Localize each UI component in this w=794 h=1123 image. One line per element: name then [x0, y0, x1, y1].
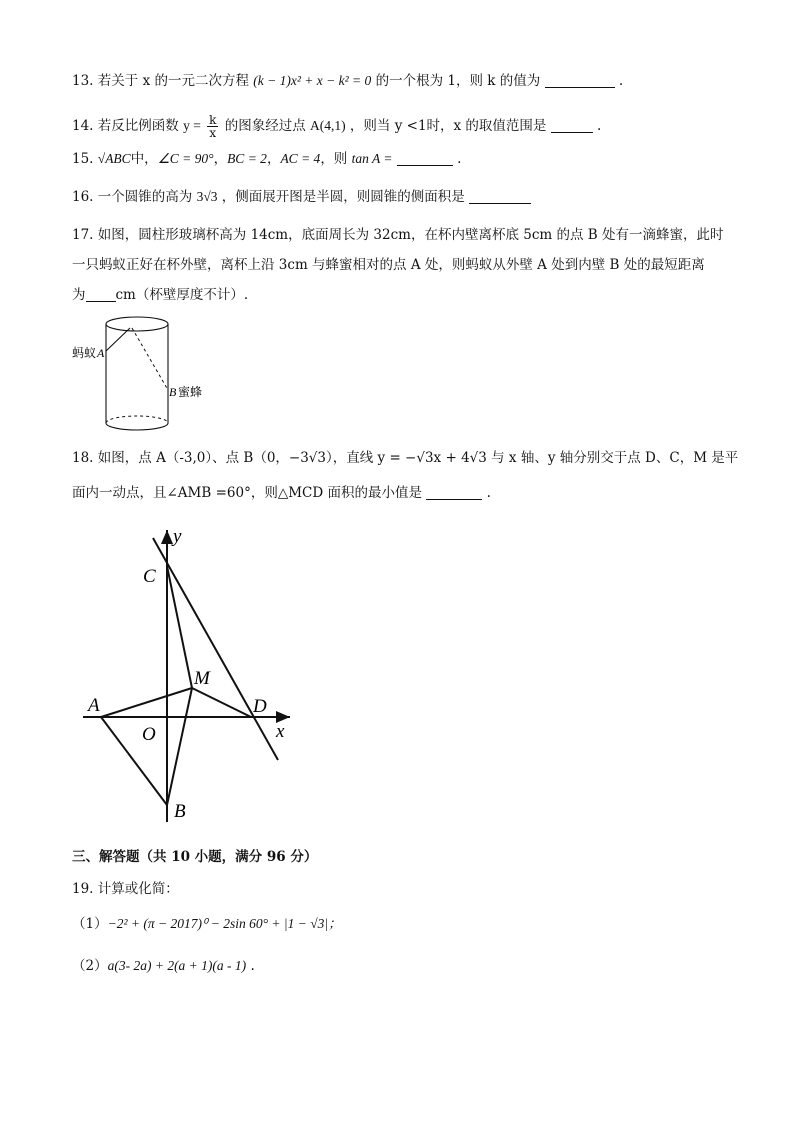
q15-text1: 中，	[130, 151, 158, 167]
q15-sep1: ，	[213, 151, 228, 167]
question-18-line1	[72, 449, 738, 467]
line-cd	[153, 538, 278, 760]
label-a: A	[97, 346, 105, 360]
question-17-line3	[72, 286, 248, 304]
question-18-line2	[72, 484, 491, 502]
q16-text-after: ，侧面展开图是半圆，则圆锥的侧面积是	[221, 189, 465, 205]
q17-line3-after: cm（杯壁厚度不计）.	[115, 287, 249, 303]
q19-part1-label: （1）	[72, 916, 108, 932]
q15-cond1: ∠C = 90°	[157, 151, 214, 166]
q19-part2-label: （2）	[72, 958, 108, 974]
q16-answer-blank	[469, 189, 531, 204]
section-3-heading: 三、解答题（共 10 小题，满分 96 分）	[72, 849, 318, 865]
cylinder-figure	[60, 310, 220, 438]
q19-part1-expr: −2² + (π − 2017)⁰ − 2sin 60° + |1 − √3|；	[107, 916, 342, 931]
q13-tail: .	[618, 73, 624, 89]
q15-text2: ，则	[320, 151, 348, 167]
question-15	[72, 150, 461, 168]
q14-text-after: ，则当 y <1时，x 的取值范围是	[349, 118, 547, 134]
q19-part2-tail: .	[250, 958, 255, 974]
label-y: y	[173, 526, 182, 547]
q17-line1: 如图，圆柱形玻璃杯高为 14cm，底面周长为 32cm，在杯内壁离杯底 5cm 的点 B 处有一滴蜂蜜，此时	[97, 227, 724, 243]
q17-line2: 一只蚂蚁正好在杯外壁，离杯上沿 3cm 与蜂蜜相对的点 A 处，则蚂蚁从外壁 A 处到内壁 B 处的最短距离	[72, 257, 705, 273]
q14-frac-den: x	[209, 126, 217, 140]
q16-number: 16.	[72, 189, 94, 205]
label-a: A	[88, 695, 100, 716]
question-19-part2	[72, 957, 255, 975]
q18-line2-after: .	[486, 485, 491, 501]
label-c: C	[143, 566, 156, 587]
q16-text-before: 一个圆锥的高为	[97, 189, 193, 205]
q14-point: A(4,1)	[310, 118, 346, 133]
q14-text-mid: 的图象经过点	[224, 118, 306, 134]
segment-mb	[167, 688, 192, 805]
q13-answer-blank	[545, 73, 615, 88]
q17-answer-blank	[86, 287, 116, 302]
question-16	[72, 188, 531, 206]
q18-answer-blank	[426, 485, 482, 500]
q13-equation: (k − 1)x² + x − k² = 0	[253, 73, 372, 88]
cylinder-top-rim	[106, 317, 168, 331]
question-19-part1	[72, 915, 342, 933]
q14-tail: .	[597, 118, 602, 134]
q15-tail: .	[457, 151, 462, 167]
q16-height: 3√3	[196, 189, 218, 204]
label-b: B	[174, 801, 186, 822]
q19-part2-expr: a(3- 2a) + 2(a + 1)(a - 1)	[107, 958, 247, 973]
q14-fraction	[207, 114, 218, 139]
q14-text-before: 若反比例函数	[97, 118, 179, 134]
q15-sep2: ，	[266, 151, 281, 167]
label-b: B	[169, 385, 177, 399]
question-17-line2	[72, 256, 705, 274]
q17-number: 17.	[72, 227, 94, 243]
label-o: O	[142, 724, 156, 745]
label-x: x	[276, 721, 285, 742]
label-m: M	[194, 668, 210, 689]
question-19	[72, 880, 179, 898]
segment-ab	[101, 717, 167, 805]
q17-line3-before: 为	[72, 287, 86, 303]
q14-frac-num: k	[209, 113, 217, 127]
q13-text-before: 若关于 x 的一元二次方程	[97, 73, 249, 89]
q15-answer-blank	[397, 151, 453, 166]
q18-number: 18.	[72, 450, 94, 466]
cylinder-bottom-front	[106, 423, 168, 430]
ant-path-outer	[106, 328, 130, 351]
q15-ask: tan A =	[351, 151, 393, 166]
q15-cond2: BC = 2	[227, 151, 267, 166]
question-13	[72, 72, 623, 90]
segment-am	[101, 688, 192, 717]
label-d: D	[253, 696, 267, 717]
segment-md	[192, 688, 251, 717]
question-17-line1	[72, 226, 723, 244]
q15-cond3: AC = 4	[280, 151, 321, 166]
q13-number: 13.	[72, 73, 94, 89]
q13-text-after: 的一个根为 1，则 k 的值为	[375, 73, 541, 89]
q19-text: 计算或化简：	[97, 881, 179, 897]
q14-answer-blank	[551, 118, 593, 133]
q18-line1: 如图，点 A（-3,0）、点 B（0，−3√3），直线 y = −√3x + 4√3 与 x 轴、y 轴分别交于点 D、C，M 是平	[97, 450, 739, 466]
label-honey: 蜜蜂	[178, 385, 203, 399]
q18-line2-before: 面内一动点，且∠AMB =60°，则△MCD 面积的最小值是	[72, 485, 422, 501]
ant-path-inner	[132, 328, 168, 390]
q15-triangle: √ABC	[97, 151, 131, 166]
q14-func-lhs: y =	[183, 118, 201, 133]
q19-number: 19.	[72, 881, 94, 897]
label-ant: 蚂蚁	[72, 346, 97, 360]
q15-number: 15.	[72, 151, 94, 167]
cylinder-bottom-back	[106, 416, 168, 423]
question-14	[72, 114, 601, 139]
q14-number: 14.	[72, 118, 94, 134]
geometry-figure	[75, 522, 305, 827]
